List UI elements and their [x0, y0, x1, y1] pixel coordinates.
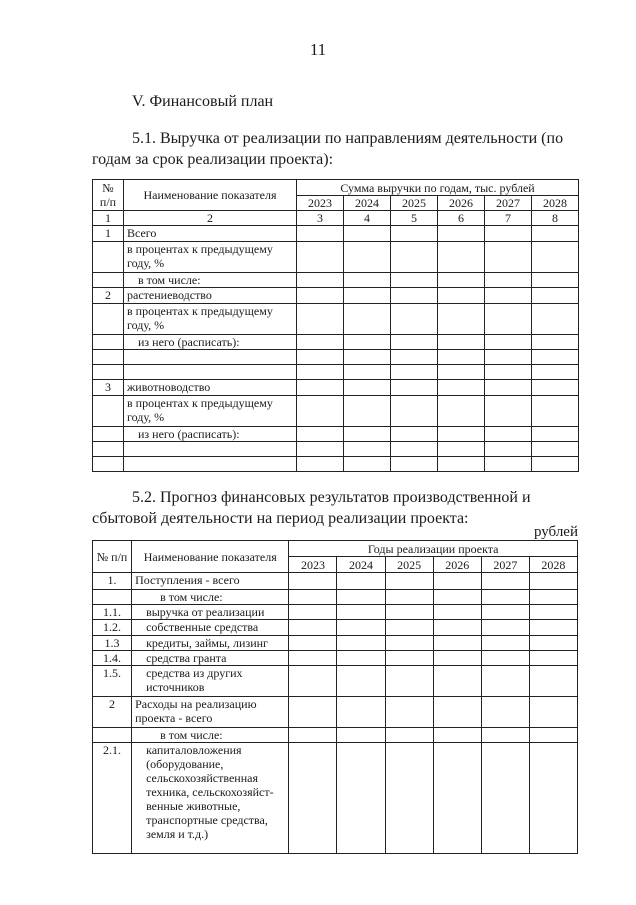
- row-name: выручка от реализации: [132, 605, 289, 620]
- value-cell: [297, 304, 344, 335]
- header-row: [93, 541, 578, 557]
- row-name: животноводство: [124, 380, 297, 396]
- value-cell: [485, 365, 532, 380]
- value-cell: [481, 573, 529, 590]
- column-numbers-row: [93, 211, 579, 226]
- column-number: 4: [344, 211, 391, 226]
- value-cell: [433, 728, 481, 743]
- value-cell: [481, 605, 529, 620]
- value-cell: [391, 457, 438, 472]
- value-cell: [385, 651, 433, 666]
- column-number: 8: [532, 211, 579, 226]
- value-cell: [433, 636, 481, 651]
- value-cell: [532, 457, 579, 472]
- value-cell: [344, 396, 391, 427]
- year-cell: 2028: [532, 196, 579, 211]
- row-name: Всего: [124, 226, 297, 242]
- value-cell: [391, 427, 438, 442]
- value-cell: [385, 697, 433, 728]
- table-row: [93, 728, 578, 743]
- row-number: 1.2.: [93, 620, 132, 636]
- value-cell: [337, 605, 385, 620]
- value-cell: [337, 666, 385, 697]
- value-cell: [289, 728, 337, 743]
- table-row: [93, 273, 579, 288]
- value-cell: [344, 380, 391, 396]
- value-cell: [344, 226, 391, 242]
- value-cell: [532, 288, 579, 304]
- row-number: [93, 350, 124, 365]
- value-cell: [485, 350, 532, 365]
- header-group: Сумма выручки по годам, тыс. рублей: [297, 180, 579, 196]
- row-number: 1.3: [93, 636, 132, 651]
- value-cell: [344, 442, 391, 457]
- year-cell: 2023: [297, 196, 344, 211]
- value-cell: [529, 573, 577, 590]
- value-cell: [297, 396, 344, 427]
- value-cell: [481, 743, 529, 854]
- value-cell: [532, 442, 579, 457]
- value-cell: [485, 396, 532, 427]
- row-number: [93, 242, 124, 273]
- value-cell: [297, 442, 344, 457]
- value-cell: [385, 666, 433, 697]
- row-number: 1: [93, 226, 124, 242]
- value-cell: [438, 304, 485, 335]
- row-number: 2: [93, 288, 124, 304]
- table-row: [93, 590, 578, 605]
- value-cell: [297, 365, 344, 380]
- value-cell: [337, 651, 385, 666]
- value-cell: [337, 728, 385, 743]
- value-cell: [433, 590, 481, 605]
- value-cell: [485, 273, 532, 288]
- value-cell: [289, 590, 337, 605]
- value-cell: [438, 288, 485, 304]
- table-row: [93, 242, 579, 273]
- value-cell: [485, 442, 532, 457]
- row-number: [93, 365, 124, 380]
- value-cell: [485, 226, 532, 242]
- value-cell: [297, 273, 344, 288]
- table-row: [93, 350, 579, 365]
- value-cell: [438, 457, 485, 472]
- year-cell: 2026: [438, 196, 485, 211]
- row-number: 1.: [93, 573, 132, 590]
- value-cell: [297, 288, 344, 304]
- row-name: средства гранта: [132, 651, 289, 666]
- value-cell: [391, 226, 438, 242]
- row-name: в том числе:: [124, 273, 297, 288]
- value-cell: [485, 335, 532, 350]
- column-number: 5: [391, 211, 438, 226]
- row-name: Расходы на реализацию проекта - всего: [132, 697, 289, 728]
- value-cell: [297, 380, 344, 396]
- value-cell: [481, 728, 529, 743]
- row-name: из него (расписать):: [124, 427, 297, 442]
- value-cell: [289, 636, 337, 651]
- row-name: растениеводство: [124, 288, 297, 304]
- row-name: в том числе:: [132, 728, 289, 743]
- value-cell: [529, 743, 577, 854]
- value-cell: [438, 442, 485, 457]
- table-row: [93, 396, 579, 427]
- value-cell: [481, 620, 529, 636]
- row-name: в процентах к предыдущему году, %: [124, 396, 297, 427]
- page-number: 11: [309, 40, 327, 59]
- value-cell: [297, 335, 344, 350]
- table-row: [93, 335, 579, 350]
- value-cell: [391, 442, 438, 457]
- year-cell: 2027: [481, 557, 529, 573]
- row-number: 2.1.: [93, 743, 132, 854]
- value-cell: [344, 457, 391, 472]
- value-cell: [344, 427, 391, 442]
- value-cell: [391, 304, 438, 335]
- value-cell: [337, 697, 385, 728]
- value-cell: [532, 304, 579, 335]
- row-name: [124, 442, 297, 457]
- value-cell: [297, 242, 344, 273]
- table-row: [93, 605, 578, 620]
- row-name: средства из других источников: [132, 666, 289, 697]
- value-cell: [289, 573, 337, 590]
- table-row: [93, 457, 579, 472]
- year-cell: 2024: [337, 557, 385, 573]
- value-cell: [385, 636, 433, 651]
- value-cell: [485, 288, 532, 304]
- value-cell: [529, 636, 577, 651]
- row-name: Поступления - всего: [132, 573, 289, 590]
- value-cell: [438, 273, 485, 288]
- value-cell: [433, 743, 481, 854]
- year-cell: 2023: [289, 557, 337, 573]
- value-cell: [391, 273, 438, 288]
- table-row: [93, 304, 579, 335]
- table-row: [93, 365, 579, 380]
- value-cell: [289, 743, 337, 854]
- row-name: капиталовложения (оборудование, сельскохозяйственная техника, сельскохозяйст-венные животные, транспортные средства, земля и т.д.): [132, 743, 289, 854]
- value-cell: [391, 288, 438, 304]
- row-number: [93, 396, 124, 427]
- value-cell: [337, 636, 385, 651]
- value-cell: [385, 743, 433, 854]
- value-cell: [289, 651, 337, 666]
- row-name: [124, 457, 297, 472]
- value-cell: [385, 590, 433, 605]
- value-cell: [344, 304, 391, 335]
- value-cell: [529, 590, 577, 605]
- value-cell: [344, 242, 391, 273]
- table2-unit: рублей: [533, 524, 578, 540]
- year-cell: 2026: [433, 557, 481, 573]
- value-cell: [438, 427, 485, 442]
- value-cell: [529, 651, 577, 666]
- value-cell: [433, 605, 481, 620]
- header-name: Наименование показателя: [124, 180, 297, 211]
- value-cell: [433, 666, 481, 697]
- column-number: 3: [297, 211, 344, 226]
- value-cell: [337, 590, 385, 605]
- value-cell: [391, 380, 438, 396]
- row-name: собственные средства: [132, 620, 289, 636]
- table-row: [93, 226, 579, 242]
- value-cell: [433, 697, 481, 728]
- financial-results-table: [92, 540, 578, 854]
- value-cell: [532, 350, 579, 365]
- value-cell: [297, 226, 344, 242]
- value-cell: [297, 350, 344, 365]
- column-number: 7: [485, 211, 532, 226]
- value-cell: [433, 573, 481, 590]
- year-cell: 2027: [485, 196, 532, 211]
- value-cell: [529, 620, 577, 636]
- value-cell: [438, 396, 485, 427]
- table-row: [93, 620, 578, 636]
- row-name: в процентах к предыдущему году, %: [124, 242, 297, 273]
- table-row: [93, 380, 579, 396]
- value-cell: [433, 620, 481, 636]
- header-no: № п/п: [93, 180, 124, 211]
- header-group: Годы реализации проекта: [289, 541, 578, 557]
- table-row: [93, 651, 578, 666]
- row-number: [93, 442, 124, 457]
- table-row: [93, 697, 578, 728]
- value-cell: [529, 666, 577, 697]
- year-cell: 2025: [391, 196, 438, 211]
- value-cell: [385, 573, 433, 590]
- value-cell: [344, 365, 391, 380]
- value-cell: [485, 457, 532, 472]
- value-cell: [438, 350, 485, 365]
- value-cell: [297, 427, 344, 442]
- value-cell: [297, 457, 344, 472]
- value-cell: [485, 304, 532, 335]
- value-cell: [485, 427, 532, 442]
- value-cell: [391, 242, 438, 273]
- section-title: V. Финансовый план: [132, 93, 274, 110]
- value-cell: [438, 226, 485, 242]
- table2-caption: 5.2. Прогноз финансовых результатов производственной и сбытовой деятельности на период реализации проекта:: [92, 489, 531, 527]
- value-cell: [337, 743, 385, 854]
- row-number: [93, 273, 124, 288]
- value-cell: [532, 226, 579, 242]
- column-number: 2: [124, 211, 297, 226]
- value-cell: [344, 288, 391, 304]
- value-cell: [289, 666, 337, 697]
- value-cell: [438, 365, 485, 380]
- column-number: 6: [438, 211, 485, 226]
- value-cell: [532, 380, 579, 396]
- row-number: 3: [93, 380, 124, 396]
- value-cell: [433, 651, 481, 666]
- value-cell: [532, 273, 579, 288]
- value-cell: [481, 666, 529, 697]
- value-cell: [532, 335, 579, 350]
- value-cell: [289, 697, 337, 728]
- row-number: 2: [93, 697, 132, 728]
- value-cell: [481, 697, 529, 728]
- table-row: [93, 288, 579, 304]
- header-name: Наименование показателя: [132, 541, 289, 573]
- value-cell: [289, 620, 337, 636]
- value-cell: [529, 605, 577, 620]
- table1-caption: 5.1. Выручка от реализации по направлениям деятельности (по годам за срок реализации проекта):: [92, 130, 564, 168]
- value-cell: [344, 350, 391, 365]
- table-row: [93, 573, 578, 590]
- value-cell: [385, 728, 433, 743]
- value-cell: [391, 396, 438, 427]
- value-cell: [391, 365, 438, 380]
- value-cell: [485, 242, 532, 273]
- value-cell: [532, 365, 579, 380]
- value-cell: [438, 242, 485, 273]
- value-cell: [438, 380, 485, 396]
- value-cell: [481, 590, 529, 605]
- row-number: [93, 457, 124, 472]
- row-name: кредиты, займы, лизинг: [132, 636, 289, 651]
- row-name: в процентах к предыдущему году, %: [124, 304, 297, 335]
- revenue-table: [92, 179, 579, 472]
- value-cell: [438, 335, 485, 350]
- row-name: из него (расписать):: [124, 335, 297, 350]
- table-row: [93, 666, 578, 697]
- value-cell: [529, 697, 577, 728]
- value-cell: [391, 335, 438, 350]
- value-cell: [481, 636, 529, 651]
- table-row: [93, 743, 578, 854]
- row-number: [93, 427, 124, 442]
- value-cell: [385, 605, 433, 620]
- year-cell: 2028: [529, 557, 577, 573]
- value-cell: [532, 396, 579, 427]
- value-cell: [532, 242, 579, 273]
- row-number: [93, 335, 124, 350]
- row-number: 1.1.: [93, 605, 132, 620]
- value-cell: [289, 605, 337, 620]
- value-cell: [344, 335, 391, 350]
- row-number: [93, 590, 132, 605]
- column-number: 1: [93, 211, 124, 226]
- value-cell: [481, 651, 529, 666]
- table-row: [93, 427, 579, 442]
- header-no: № п/п: [93, 541, 132, 573]
- row-number: 1.5.: [93, 666, 132, 697]
- value-cell: [337, 573, 385, 590]
- year-cell: 2025: [385, 557, 433, 573]
- year-cell: 2024: [344, 196, 391, 211]
- row-name: [124, 350, 297, 365]
- row-number: 1.4.: [93, 651, 132, 666]
- row-number: [93, 728, 132, 743]
- table-row: [93, 442, 579, 457]
- row-name: в том числе:: [132, 590, 289, 605]
- row-number: [93, 304, 124, 335]
- value-cell: [337, 620, 385, 636]
- table-row: [93, 636, 578, 651]
- value-cell: [344, 273, 391, 288]
- value-cell: [529, 728, 577, 743]
- row-name: [124, 365, 297, 380]
- value-cell: [485, 380, 532, 396]
- value-cell: [385, 620, 433, 636]
- value-cell: [532, 427, 579, 442]
- value-cell: [391, 350, 438, 365]
- header-row: [93, 180, 579, 196]
